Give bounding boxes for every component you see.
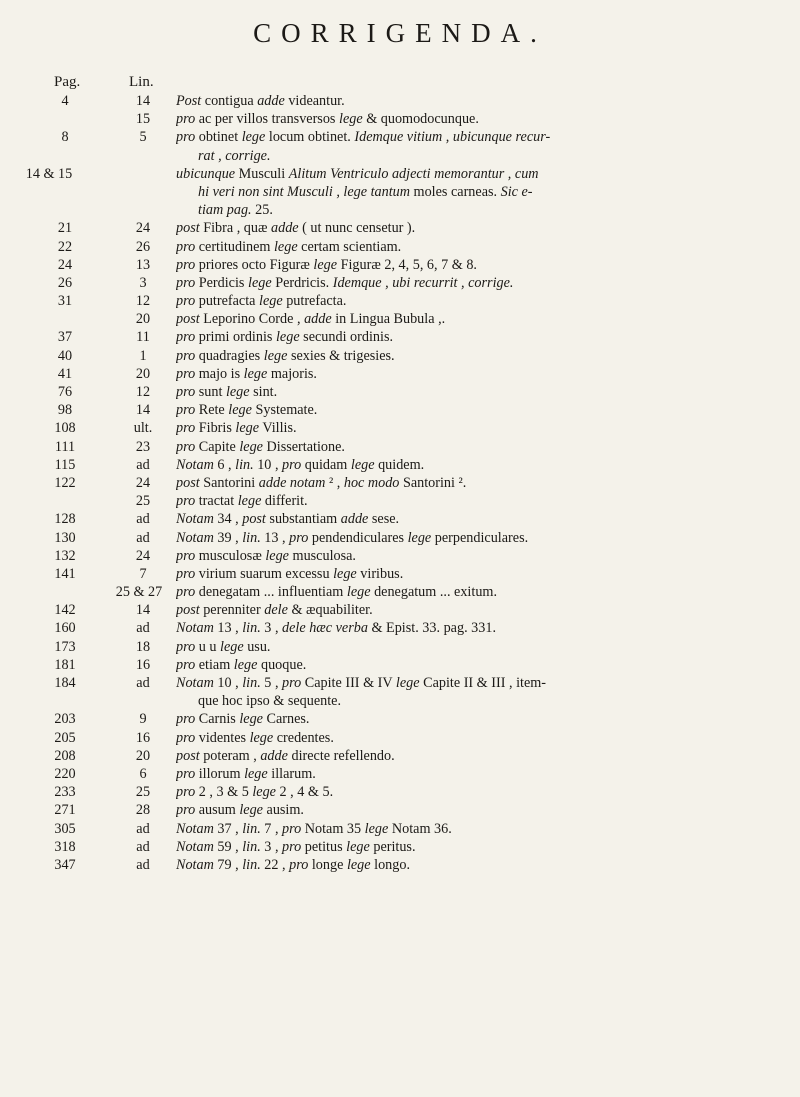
correction-text: pro Fibris lege Villis. [176, 420, 297, 437]
errata-row [0, 529, 800, 547]
errata-row [0, 638, 800, 656]
line-number: ad [136, 511, 150, 528]
correction-text: pro priores octo Figuræ lege Figuræ 2, 4, 5, 6, 7 & 8. [176, 256, 477, 273]
correction-text: pro illorum lege illarum. [176, 765, 316, 782]
line-number: 24 [135, 220, 151, 237]
line-number: ad [136, 856, 150, 873]
errata-row [0, 401, 800, 419]
page-number: 21 [57, 220, 73, 237]
errata-row [0, 674, 800, 692]
correction-text: Notam 37 , lin. 7 , pro Notam 35 lege Notam 36. [176, 820, 452, 837]
errata-row [0, 692, 800, 710]
errata-row [0, 601, 800, 619]
line-number: 25 [135, 784, 151, 801]
errata-row [0, 201, 800, 219]
line-number: 18 [135, 638, 151, 655]
page-number: 98 [57, 402, 73, 419]
line-number: 12 [135, 384, 151, 400]
line-number: ult. [133, 420, 153, 437]
page-number: 26 [57, 274, 73, 291]
page-number: 76 [57, 384, 73, 400]
errata-row [0, 801, 800, 819]
correction-text: pro quadragies lege sexies & trigesies. [176, 347, 395, 364]
errata-row [0, 438, 800, 456]
line-number: ad [136, 456, 150, 473]
errata-row [0, 92, 800, 110]
correction-text: pro putrefacta lege putrefacta. [176, 293, 347, 310]
errata-row [0, 219, 800, 237]
page-number: 181 [54, 656, 76, 673]
line-number: 25 [135, 493, 151, 510]
line-number: 5 [139, 129, 147, 146]
page-number: 132 [54, 547, 76, 564]
errata-row [0, 147, 800, 165]
errata-row [0, 856, 800, 874]
correction-text: pro musculosæ lege musculosa. [176, 547, 356, 564]
line-number: 6 [139, 765, 147, 782]
line-number: 11 [136, 329, 150, 346]
errata-row [0, 165, 800, 183]
errata-row [0, 256, 800, 274]
errata-row [0, 110, 800, 128]
errata-row [0, 583, 800, 601]
correction-text: pro tractat lege differit. [176, 493, 308, 510]
column-header-line: Lin. [129, 74, 154, 90]
line-number: 26 [135, 238, 151, 255]
correction-text: pro Rete lege Systemate. [176, 402, 318, 419]
page-number: 128 [54, 511, 76, 528]
correction-text: pro u u lege usu. [176, 638, 271, 655]
correction-text: pro Capite lege Dissertatione. [176, 438, 345, 455]
line-number: 24 [135, 547, 151, 564]
line-number: ad [136, 838, 150, 855]
correction-text: rat , corrige. [198, 147, 271, 164]
page-number: 233 [54, 784, 76, 801]
correction-text: post poteram , adde directe refellendo. [176, 747, 395, 764]
correction-text: Notam 39 , lin. 13 , pro pendendiculares lege perpendiculares. [176, 529, 529, 546]
errata-row [0, 747, 800, 765]
correction-text: pro 2 , 3 & 5 lege 2 , 4 & 5. [176, 784, 334, 801]
line-number: 20 [135, 311, 151, 328]
page-number: 122 [54, 474, 76, 491]
errata-row [0, 128, 800, 146]
correction-text: Notam 34 , post substantiam adde sese. [176, 511, 400, 528]
errata-row [0, 474, 800, 492]
page-number: 318 [54, 838, 76, 855]
correction-text: pro Carnis lege Carnes. [176, 711, 310, 728]
page-number: 111 [54, 438, 76, 455]
page-number: 24 [57, 256, 73, 273]
line-number: 25 & 27 [115, 584, 163, 601]
errata-row [0, 419, 800, 437]
line-number: 9 [139, 711, 147, 728]
errata-row [0, 619, 800, 637]
errata-row [0, 547, 800, 565]
page-number: 14 & 15 [25, 165, 73, 182]
page-number: 130 [54, 529, 76, 546]
correction-text: Notam 79 , lin. 22 , pro longe lege longo. [176, 856, 410, 873]
page-number: 8 [61, 129, 69, 146]
correction-text: pro ac per villos transversos lege & quomodocunque. [176, 111, 479, 128]
correction-text: ubicunque Musculi Alitum Ventriculo adjecti memorantur , cum [176, 165, 539, 182]
errata-row [0, 383, 800, 401]
line-number: ad [136, 529, 150, 546]
line-number: 3 [139, 274, 147, 291]
line-number: 23 [135, 438, 151, 455]
page-number: 22 [57, 238, 73, 255]
page-number: 37 [57, 329, 73, 346]
correction-text: pro Perdicis lege Perdricis. Idemque , ubi recurrit , corrige. [176, 274, 514, 291]
page-number: 40 [57, 347, 73, 364]
errata-row [0, 456, 800, 474]
line-number: 15 [135, 111, 151, 128]
errata-row [0, 565, 800, 583]
errata-row [0, 492, 800, 510]
errata-row [0, 347, 800, 365]
page-number: 108 [54, 420, 76, 437]
errata-row [0, 765, 800, 783]
correction-text: que hoc ipso & sequente. [198, 693, 342, 710]
correction-text: pro ausum lege ausim. [176, 802, 304, 819]
page-number: 205 [54, 729, 76, 746]
column-header-page: Pag. [54, 74, 81, 90]
errata-row [0, 820, 800, 838]
line-number: 28 [135, 802, 151, 819]
line-number: 13 [135, 256, 151, 273]
page-number: 220 [54, 765, 76, 782]
page-number: 184 [54, 675, 76, 691]
errata-row [0, 838, 800, 856]
page-number: 4 [61, 93, 69, 109]
page-number: 141 [54, 565, 76, 582]
line-number: 7 [139, 565, 147, 582]
page-number: 160 [54, 620, 76, 637]
correction-text: pro majo is lege majoris. [176, 365, 317, 382]
errata-row [0, 310, 800, 328]
correction-text: hi veri non sint Musculi , lege tantum moles carneas. Sic e- [198, 183, 533, 200]
correction-text: post Santorini adde notam ² , hoc modo Santorini ². [176, 474, 467, 491]
line-number: 16 [135, 656, 151, 673]
page-title: CORRIGENDA. [253, 18, 547, 48]
page-number: 41 [57, 365, 73, 382]
line-number: 20 [135, 747, 151, 764]
correction-text: post Fibra , quæ adde ( ut nunc censetur ). [176, 220, 416, 237]
line-number: 16 [135, 729, 151, 746]
errata-row [0, 510, 800, 528]
page-number: 142 [54, 602, 76, 619]
correction-text: pro obtinet lege locum obtinet. Idemque vitium , ubicunque recur- [176, 129, 551, 146]
line-number: 1 [139, 347, 147, 364]
errata-row [0, 274, 800, 292]
page-number: 173 [54, 638, 76, 655]
correction-text: post Leporino Corde , adde in Lingua Bubula ,. [176, 311, 446, 328]
page-number: 115 [54, 456, 76, 473]
page-number: 208 [54, 747, 76, 764]
correction-text: Notam 10 , lin. 5 , pro Capite III & IV lege Capite II & III , item- [176, 675, 547, 691]
page-number: 347 [54, 856, 76, 873]
errata-row [0, 328, 800, 346]
correction-text: pro primi ordinis lege secundi ordinis. [176, 329, 394, 346]
correction-text: pro etiam lege quoque. [176, 656, 307, 673]
line-number: 14 [135, 402, 151, 419]
line-number: 12 [135, 293, 151, 310]
errata-row [0, 783, 800, 801]
line-number: 14 [135, 602, 151, 619]
correction-text: pro denegatam ... influentiam lege denegatum ... exitum. [176, 584, 497, 601]
correction-text: post perenniter dele & æquabiliter. [176, 602, 373, 619]
line-number: ad [136, 675, 150, 691]
line-number: ad [136, 620, 150, 637]
errata-row [0, 729, 800, 747]
correction-text: pro certitudinem lege certam scientiam. [176, 238, 402, 255]
errata-row [0, 710, 800, 728]
line-number: ad [136, 820, 150, 837]
correction-text: tiam pag. 25. [198, 202, 273, 219]
line-number: 20 [135, 365, 151, 382]
correction-text: pro videntes lege credentes. [176, 729, 334, 746]
errata-row [0, 656, 800, 674]
correction-text: Notam 59 , lin. 3 , pro petitus lege peritus. [176, 838, 416, 855]
errata-row [0, 238, 800, 256]
line-number: 14 [135, 93, 151, 109]
correction-text: pro sunt lege sint. [176, 384, 278, 400]
correction-text: pro virium suarum excessu lege viribus. [176, 565, 404, 582]
page-number: 203 [54, 711, 76, 728]
errata-row [0, 365, 800, 383]
page-number: 305 [54, 820, 76, 837]
correction-text: Notam 13 , lin. 3 , dele hæc verba & Epist. 33. pag. 331. [176, 620, 496, 637]
correction-text: Notam 6 , lin. 10 , pro quidam lege quidem. [176, 456, 425, 473]
page-number: 271 [54, 802, 76, 819]
errata-list [0, 92, 800, 874]
errata-row [0, 292, 800, 310]
line-number: 24 [135, 474, 151, 491]
errata-row [0, 183, 800, 201]
correction-text: Post contigua adde videantur. [176, 93, 345, 109]
page-number: 31 [57, 293, 73, 310]
